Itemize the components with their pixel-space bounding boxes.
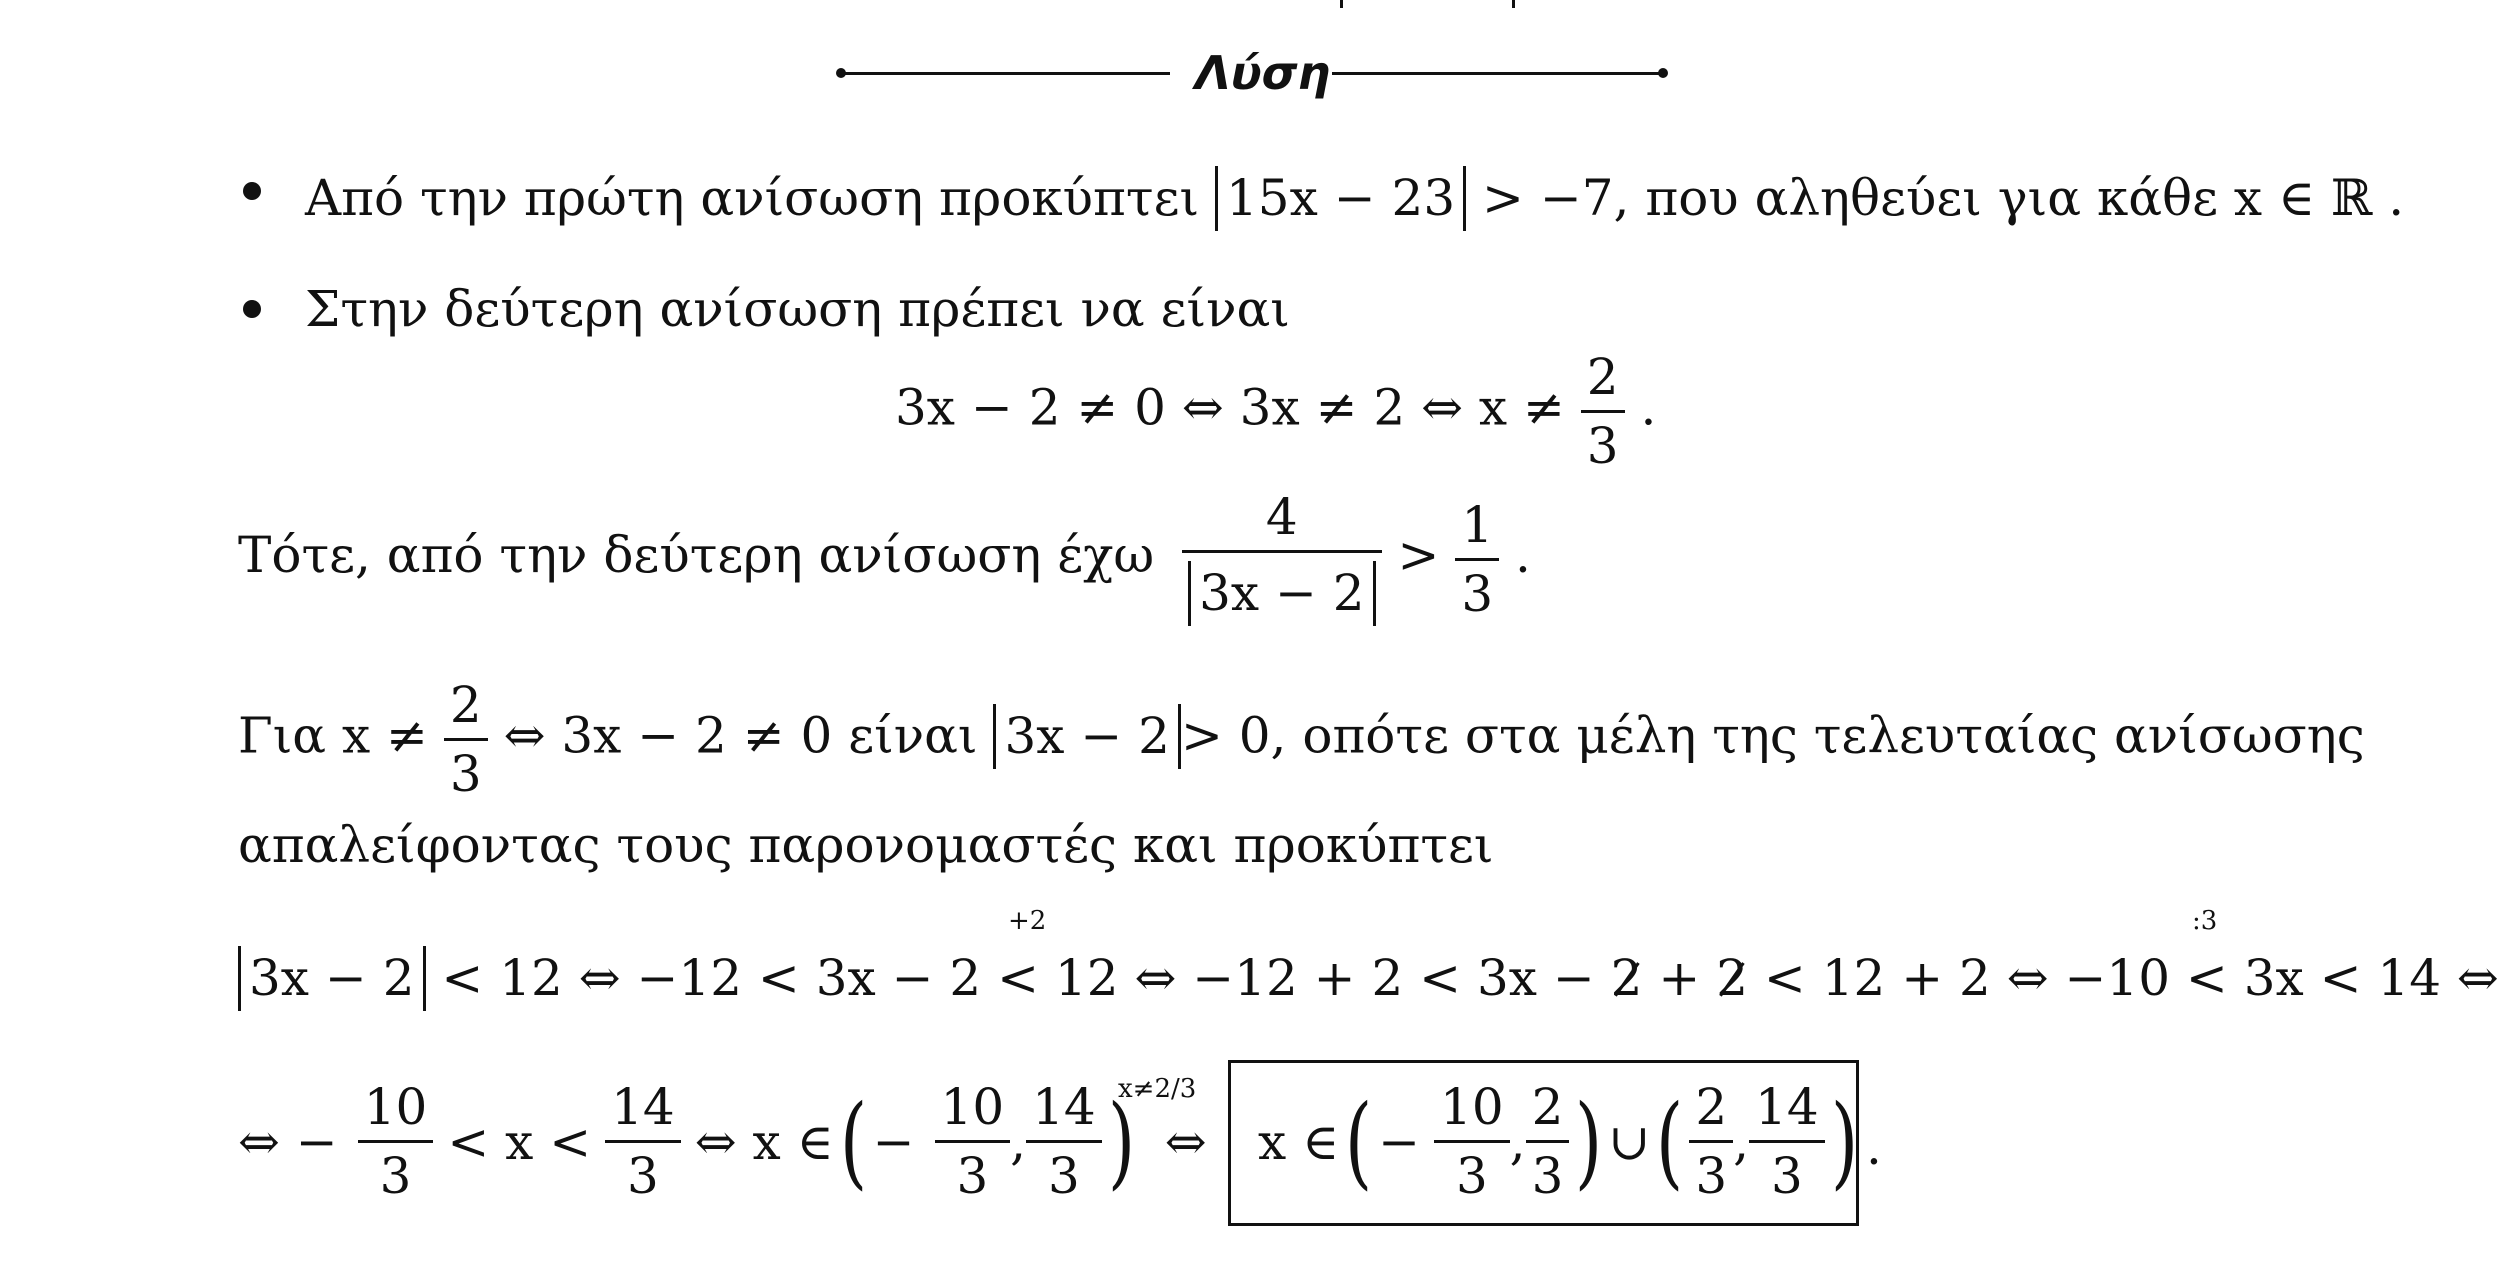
chain-1-arrow: ⇔	[1134, 949, 1177, 1007]
chain-2-minus: −	[872, 1112, 915, 1171]
chain-2-arrow: ⇔	[1164, 1112, 1207, 1171]
tote-gt: >	[1397, 526, 1440, 584]
final-minus: −	[1378, 1112, 1421, 1171]
top-tick-right	[1512, 0, 1515, 8]
tote-line	[238, 488, 1531, 626]
gia-abs-expr: 3x − 2	[993, 704, 1181, 769]
final-union: ∪	[1608, 1112, 1651, 1171]
final-tail-dot: .	[1866, 1118, 1882, 1176]
gia-fraction-2-3: $\frac{2}{3}$	[444, 680, 488, 799]
condition-tail: .	[1640, 378, 1657, 437]
final-frac-2-3-a: $\frac{2}{3}$	[1526, 1082, 1570, 1201]
section-heading: Λύση	[1195, 46, 1331, 100]
chain-2-interval-frac-14-3: $\frac{14}{3}$	[1026, 1082, 1102, 1201]
final-in: x ∈	[1258, 1112, 1340, 1171]
tote-abs-expr: 3x − 2	[1188, 561, 1376, 626]
condition-equation	[895, 348, 1657, 475]
bullet-2-text: Στην δεύτερη ανίσωση πρέπει να είναι	[305, 280, 1290, 338]
gia-tail: > 0, οπότε στα μέλη της τελευταίας ανίσωσης	[1180, 706, 2365, 765]
chain-2-frac-14-3: $\frac{14}{3}$	[605, 1082, 681, 1201]
chain-1-struck-2-a: 2	[1610, 949, 1643, 1007]
chain-2-frac-10-3: $\frac{10}{3}$	[358, 1082, 434, 1201]
close-paren: )	[1107, 1082, 1135, 1200]
tote-text: Τότε, από την δεύτερη ανίσωση έχω	[238, 526, 1155, 584]
bullet-1-abs-expr: 15x − 23	[1215, 166, 1466, 231]
chain-1-abs-expr: 3x − 2	[238, 946, 426, 1011]
gia-mid: ⇔ 3x − 2 ≠ 0 είναι	[503, 706, 978, 765]
bullet-1-rhs: > −7	[1482, 169, 1614, 227]
final-comma-2: ,	[1733, 1112, 1750, 1171]
arrow-label-div-3: :3	[2192, 906, 2218, 936]
bullet-1-text: Από την πρώτη ανίσωση προκύπτει	[305, 169, 1200, 227]
gia-prefix: Για x ≠	[238, 706, 428, 765]
bullet-marker-1	[243, 182, 261, 200]
bullet-1-line	[305, 166, 2404, 231]
arrow-label-x-neq-2-3: x≠2/3	[1118, 1074, 1197, 1104]
heading-rule-right	[1332, 72, 1662, 75]
chain-2-comma: ,	[1010, 1112, 1027, 1171]
final-answer	[1258, 1078, 1864, 1205]
fraction-4-over-abs: $\frac{4}{3x - 2}$	[1182, 492, 1382, 626]
final-frac-14-3: $\frac{14}{3}$	[1749, 1082, 1825, 1201]
chain-1-part2: −12 + 2 < 3x −	[1192, 949, 1595, 1007]
apaleifontas-text: απαλείφοντας τους παρονομαστές και προκύπτει	[238, 816, 1494, 874]
bullet-marker-2	[243, 300, 261, 318]
top-tick-left	[1340, 0, 1343, 8]
chain-1-part3: < 12 + 2 ⇔ −10 < 3x < 14	[1763, 949, 2442, 1007]
heading-rule-left	[840, 72, 1170, 75]
fraction-1-3: $\frac{1}{3}$	[1455, 500, 1499, 619]
condition-lhs: 3x − 2 ≠ 0 ⇔ 3x ≠ 2 ⇔ x ≠	[895, 378, 1565, 437]
chain-1-part1: < 12 ⇔ −12 < 3x − 2 < 12	[441, 949, 1119, 1007]
chain-1-arrow-2: ⇔	[2456, 949, 2499, 1007]
chain-1-plus: +	[1658, 949, 1701, 1007]
final-close-paren-1: )	[1575, 1082, 1603, 1200]
gia-line	[238, 676, 2365, 803]
fraction-2-3: $\frac{2}{3}$	[1581, 352, 1625, 471]
final-close-paren-2: )	[1830, 1082, 1858, 1200]
bullet-1-tail: , που αληθεύει για κάθε x ∈ ℝ .	[1613, 169, 2405, 227]
final-open-paren-2: (	[1656, 1082, 1684, 1200]
final-frac-10-3: $\frac{10}{3}$	[1434, 1082, 1510, 1201]
final-open-paren-1: (	[1344, 1082, 1373, 1200]
chain-2-start: ⇔ −	[238, 1112, 338, 1171]
open-paren: (	[839, 1082, 867, 1200]
tote-tail: .	[1515, 526, 1531, 584]
chain-2-in: ⇔ x ∈	[694, 1112, 834, 1171]
arrow-label-plus-2: +2	[1008, 906, 1047, 936]
inequality-chain-1	[238, 946, 2499, 1011]
final-comma-1: ,	[1509, 1112, 1526, 1171]
heading-rule-right-dot	[1658, 68, 1668, 78]
final-frac-2-3-b: $\frac{2}{3}$	[1689, 1082, 1733, 1201]
chain-1-struck-2-b: 2	[1716, 949, 1748, 1007]
inequality-chain-2	[238, 1078, 1207, 1205]
chain-2-lt: < x <	[447, 1112, 592, 1171]
chain-2-interval-frac-10-3: $\frac{10}{3}$	[935, 1082, 1011, 1201]
